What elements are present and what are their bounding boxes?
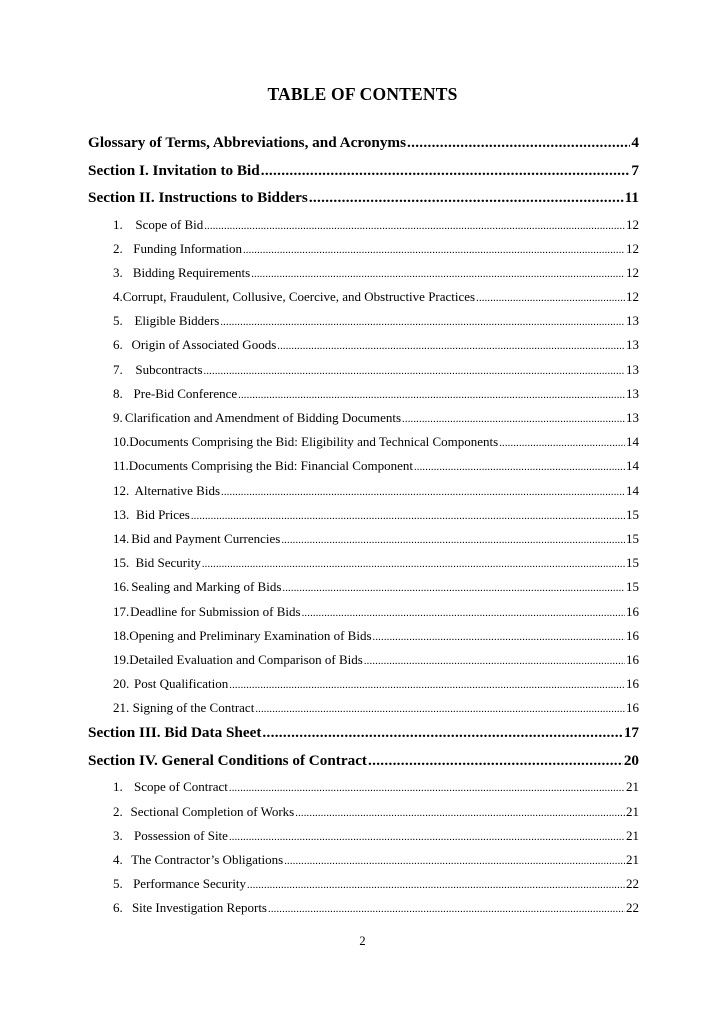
toc-item-entry[interactable] <box>88 289 639 313</box>
toc-entry-title: Site Investigation Reports <box>131 900 267 916</box>
toc-entry-page: 14 <box>626 434 639 450</box>
toc-dot-leader <box>262 724 622 742</box>
toc-entry-page: 13 <box>626 361 639 377</box>
toc-entry-page: 22 <box>626 900 639 916</box>
toc-entry-title: Glossary of Terms, Abbreviations, and Acronyms <box>88 134 406 151</box>
toc-entry-title: Possession of Site <box>134 827 228 843</box>
toc-item-entry[interactable] <box>88 362 639 386</box>
page-title: TABLE OF CONTENTS <box>267 84 458 104</box>
toc-dot-leader <box>238 386 625 402</box>
toc-entry-page: 7 <box>631 161 639 179</box>
toc-entry-number: 11. <box>113 458 129 474</box>
toc-entry-title: Bid and Payment Currencies <box>131 530 281 546</box>
toc-dot-leader <box>281 531 625 547</box>
toc-entry-title: Pre-Bid Conference <box>133 385 238 401</box>
toc-dot-leader <box>251 265 625 281</box>
toc-entry-title: Performance Security <box>133 876 247 892</box>
toc-entry-page: 13 <box>626 385 639 401</box>
toc-item-entry[interactable] <box>88 507 639 531</box>
toc-entry-number: 3. <box>113 264 123 280</box>
toc-entry-number: 9. <box>113 410 123 425</box>
toc-entry-title: Documents Comprising the Bid: Eligibility and Technical Components <box>129 434 499 450</box>
toc-entry-number: 16. <box>113 579 130 595</box>
toc-entry-number: 6. <box>113 337 123 353</box>
toc-dot-leader <box>368 752 623 770</box>
toc-entry-title: Opening and Preliminary Examination of Bids <box>129 627 372 643</box>
toc-entry-number: 5. <box>113 876 123 892</box>
toc-item-entry[interactable] <box>88 900 639 924</box>
toc-entry-title: Scope of Contract <box>134 779 228 795</box>
toc-entry-title: Section IV. General Conditions of Contract <box>88 751 367 769</box>
toc-item-entry[interactable] <box>88 434 639 458</box>
toc-entry-page: 15 <box>626 555 639 571</box>
toc-entry-number: 19. <box>113 651 130 667</box>
toc-item-entry[interactable] <box>88 458 639 482</box>
toc-item-entry[interactable] <box>88 852 639 876</box>
toc-item-entry[interactable] <box>88 410 639 434</box>
toc-item-entry[interactable] <box>88 652 639 676</box>
toc-entry-page: 14 <box>626 482 639 498</box>
toc-entry-title: Sectional Completion of Works <box>130 803 295 819</box>
toc-dot-leader <box>204 362 625 378</box>
toc-entry-title: Section I. Invitation to Bid <box>88 161 260 179</box>
toc-entry-number: 10. <box>113 434 130 450</box>
toc-entry-page: 12 <box>626 264 639 280</box>
toc-item-entry[interactable] <box>88 265 639 289</box>
toc-entry-title: Bidding Requirements <box>132 264 251 280</box>
toc-entry-page: 13 <box>626 337 639 353</box>
toc-entry-page: 16 <box>626 676 639 692</box>
toc-entry-number: 3. <box>113 827 123 843</box>
toc-entry-title: Corrupt, Fraudulent, Collusive, Coercive, and Obstructive Practices <box>122 289 476 305</box>
toc-section-entry[interactable] <box>88 189 639 217</box>
toc-entry-number: 20. <box>113 676 130 692</box>
toc-item-entry[interactable] <box>88 700 639 724</box>
toc-entry-number: 21. <box>113 700 130 716</box>
toc-dot-leader <box>243 241 625 257</box>
toc-dot-leader <box>191 507 625 523</box>
toc-entry-title: Section II. Instructions to Bidders <box>88 189 308 206</box>
toc-entry-page: 21 <box>626 779 639 795</box>
toc-entry-page: 12 <box>626 289 639 305</box>
toc-dot-leader <box>407 134 630 152</box>
toc-entry-number: 4. <box>113 852 123 867</box>
toc-item-entry[interactable] <box>88 386 639 410</box>
toc-entry-title: Section III. Bid Data Sheet <box>88 724 262 742</box>
toc-entry-page: 16 <box>626 603 639 619</box>
toc-entry-page: 21 <box>626 827 639 843</box>
toc-item-entry[interactable] <box>88 337 639 361</box>
toc-entry-title: Scope of Bid <box>135 216 204 232</box>
toc-entry-page: 20 <box>623 751 639 769</box>
toc-entry-title: The Contractor’s Obligations <box>131 852 284 867</box>
toc-dot-leader <box>268 900 625 916</box>
toc-dot-leader <box>255 700 625 716</box>
toc-entry-page: 11 <box>624 189 639 206</box>
toc-entry-title: Subcontracts <box>135 361 203 377</box>
toc-entry-title: Post Qualification <box>134 676 229 692</box>
toc-item-entry[interactable] <box>88 676 639 700</box>
toc-dot-leader <box>247 876 625 892</box>
toc-entry-number: 4. <box>113 289 123 305</box>
toc-entry-number: 8. <box>113 385 123 401</box>
toc-entry-title: Documents Comprising the Bid: Financial Component <box>128 458 413 474</box>
toc-entry-title: Bid Security <box>135 555 201 571</box>
toc-section-entry[interactable] <box>88 162 639 190</box>
toc-entry-number: 6. <box>113 900 123 916</box>
toc-dot-leader <box>221 483 625 499</box>
toc-entry-title: Funding Information <box>133 240 242 256</box>
toc-dot-leader <box>261 162 631 180</box>
toc-item-entry[interactable] <box>88 779 639 803</box>
toc-dot-leader <box>202 555 625 571</box>
toc-dot-leader <box>277 337 625 353</box>
table-of-contents <box>88 134 639 925</box>
toc-dot-leader <box>295 804 625 820</box>
toc-entry-page: 12 <box>626 240 639 256</box>
toc-dot-leader <box>476 289 625 305</box>
toc-entry-page: 17 <box>623 724 639 742</box>
toc-item-entry[interactable] <box>88 217 639 241</box>
toc-section-entry[interactable] <box>88 134 639 162</box>
toc-entry-number: 14. <box>113 530 130 546</box>
toc-entry-number: 5. <box>113 313 123 329</box>
toc-dot-leader <box>229 828 625 844</box>
page-number: 2 <box>359 934 366 948</box>
toc-item-entry[interactable] <box>88 804 639 828</box>
toc-entry-number: 13. <box>113 506 130 522</box>
toc-item-entry[interactable] <box>88 604 639 628</box>
toc-entry-title: Bid Prices <box>136 506 190 522</box>
toc-item-entry[interactable] <box>88 876 639 900</box>
toc-entry-page: 13 <box>626 410 639 425</box>
toc-item-entry[interactable] <box>88 828 639 852</box>
toc-entry-title: Alternative Bids <box>134 482 221 498</box>
toc-dot-leader <box>220 313 625 329</box>
toc-entry-number: 17. <box>113 603 130 619</box>
toc-item-entry[interactable] <box>88 313 639 337</box>
toc-dot-leader <box>229 779 625 795</box>
toc-dot-leader <box>309 189 624 207</box>
toc-entry-number: 18. <box>113 627 130 643</box>
toc-entry-page: 15 <box>626 530 639 546</box>
toc-item-entry[interactable] <box>88 483 639 507</box>
toc-dot-leader <box>402 410 625 426</box>
toc-entry-number: 7. <box>113 361 123 377</box>
toc-item-entry[interactable] <box>88 555 639 579</box>
toc-entry-title: Sealing and Marking of Bids <box>131 579 282 595</box>
toc-entry-page: 21 <box>626 803 639 819</box>
toc-dot-leader <box>364 652 625 668</box>
toc-section-entry[interactable] <box>88 752 639 780</box>
toc-item-entry[interactable] <box>88 628 639 652</box>
toc-item-entry[interactable] <box>88 531 639 555</box>
toc-entry-page: 15 <box>626 506 639 522</box>
toc-entry-number: 2. <box>113 803 123 819</box>
toc-dot-leader <box>499 434 625 450</box>
toc-entry-page: 22 <box>626 876 639 892</box>
toc-entry-page: 16 <box>626 627 639 643</box>
toc-entry-title: Signing of the Contract <box>132 700 255 716</box>
toc-dot-leader <box>204 217 625 233</box>
toc-item-entry[interactable] <box>88 579 639 603</box>
toc-dot-leader <box>284 852 625 868</box>
toc-entry-number: 15. <box>113 555 130 571</box>
toc-entry-page: 16 <box>626 700 639 716</box>
toc-entry-number: 1. <box>113 216 123 232</box>
toc-entry-page: 16 <box>626 651 639 667</box>
toc-entry-page: 13 <box>626 313 639 329</box>
toc-entry-number: 2. <box>113 240 123 256</box>
toc-entry-title: Origin of Associated Goods <box>131 337 277 353</box>
toc-entry-title: Clarification and Amendment of Bidding Documents <box>124 410 402 425</box>
toc-dot-leader <box>282 579 625 595</box>
toc-dot-leader <box>229 676 625 692</box>
toc-entry-number: 12. <box>113 482 130 498</box>
toc-entry-title: Detailed Evaluation and Comparison of Bids <box>129 651 363 667</box>
toc-dot-leader <box>373 628 625 644</box>
toc-item-entry[interactable] <box>88 241 639 265</box>
toc-entry-page: 15 <box>626 579 639 595</box>
toc-entry-page: 21 <box>626 852 639 867</box>
toc-dot-leader <box>414 458 625 474</box>
toc-entry-title: Eligible Bidders <box>134 313 220 329</box>
toc-entry-page: 4 <box>631 134 639 151</box>
toc-entry-number: 1. <box>113 779 123 795</box>
toc-entry-title: Deadline for Submission of Bids <box>130 603 301 619</box>
toc-dot-leader <box>302 604 625 620</box>
toc-section-entry[interactable] <box>88 724 639 752</box>
toc-entry-page: 14 <box>626 458 639 474</box>
toc-entry-page: 12 <box>626 216 639 232</box>
